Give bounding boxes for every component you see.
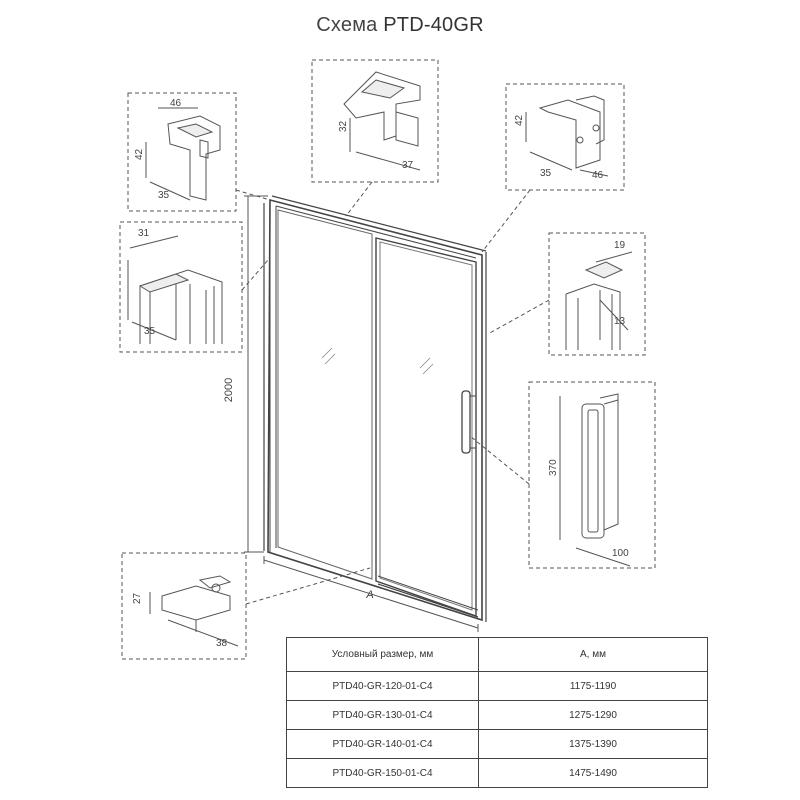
dim-top-left-w: 46 (170, 98, 182, 109)
dim-handle-w: 100 (612, 548, 629, 559)
detail-box-mid-left (120, 222, 242, 352)
height-dimension: 2000 (223, 377, 235, 403)
handle-sketch (560, 394, 630, 566)
detail-box-bottom-left (122, 553, 246, 659)
top-left-clamp-sketch (146, 108, 220, 200)
dim-wall-left-a: 31 (138, 228, 150, 239)
dim-top-left-h: 42 (134, 148, 145, 160)
width-dimension: A (366, 589, 374, 601)
dim-guide-h: 32 (338, 120, 349, 132)
table-header-row (287, 638, 708, 672)
title-prefix: Схема (316, 14, 384, 36)
table-cell-model: PTD40-GR-150-01-C4 (287, 759, 479, 788)
detail-box-top-center (312, 60, 438, 182)
dim-wall-right-b: 13 (614, 316, 626, 327)
size-table (286, 637, 708, 788)
detail-box-top-right (506, 84, 624, 190)
dim-top-right-d: 35 (540, 168, 552, 179)
table-cell-a: 1175-1190 (479, 672, 708, 701)
detail-box-mid-right (549, 233, 645, 355)
table-cell-model: PTD40-GR-130-01-C4 (287, 701, 479, 730)
dim-wall-right-a: 19 (614, 240, 626, 251)
dim-top-left-d: 35 (158, 190, 170, 201)
top-guide-sketch (344, 72, 420, 170)
table-header-a: А, мм (479, 638, 708, 672)
table-row (287, 701, 708, 730)
table-cell-a: 1475-1490 (479, 759, 708, 788)
dim-handle-h: 370 (548, 459, 559, 476)
stopper-sketch (150, 576, 238, 646)
table-header-size: Условный размер, мм (287, 638, 479, 672)
dim-wall-left-b: 35 (144, 326, 156, 337)
wall-profile-left-sketch (128, 236, 222, 344)
table-cell-a: 1375-1390 (479, 730, 708, 759)
table-row (287, 730, 708, 759)
table-row (287, 759, 708, 788)
dim-stopper-h: 27 (132, 592, 143, 604)
table-cell-model: PTD40-GR-140-01-C4 (287, 730, 479, 759)
top-right-clamp-sketch (526, 96, 608, 176)
table-cell-model: PTD40-GR-120-01-C4 (287, 672, 479, 701)
table-cell-a: 1275-1290 (479, 701, 708, 730)
dim-guide-w: 37 (402, 160, 414, 171)
wall-profile-right-sketch (566, 252, 632, 350)
dim-top-right-h: 42 (514, 114, 525, 126)
door-drawing (244, 196, 486, 632)
title-model: PTD-40GR (383, 14, 484, 36)
dim-top-right-w: 46 (592, 170, 604, 181)
dim-stopper-w: 38 (216, 638, 228, 649)
table-row (287, 672, 708, 701)
